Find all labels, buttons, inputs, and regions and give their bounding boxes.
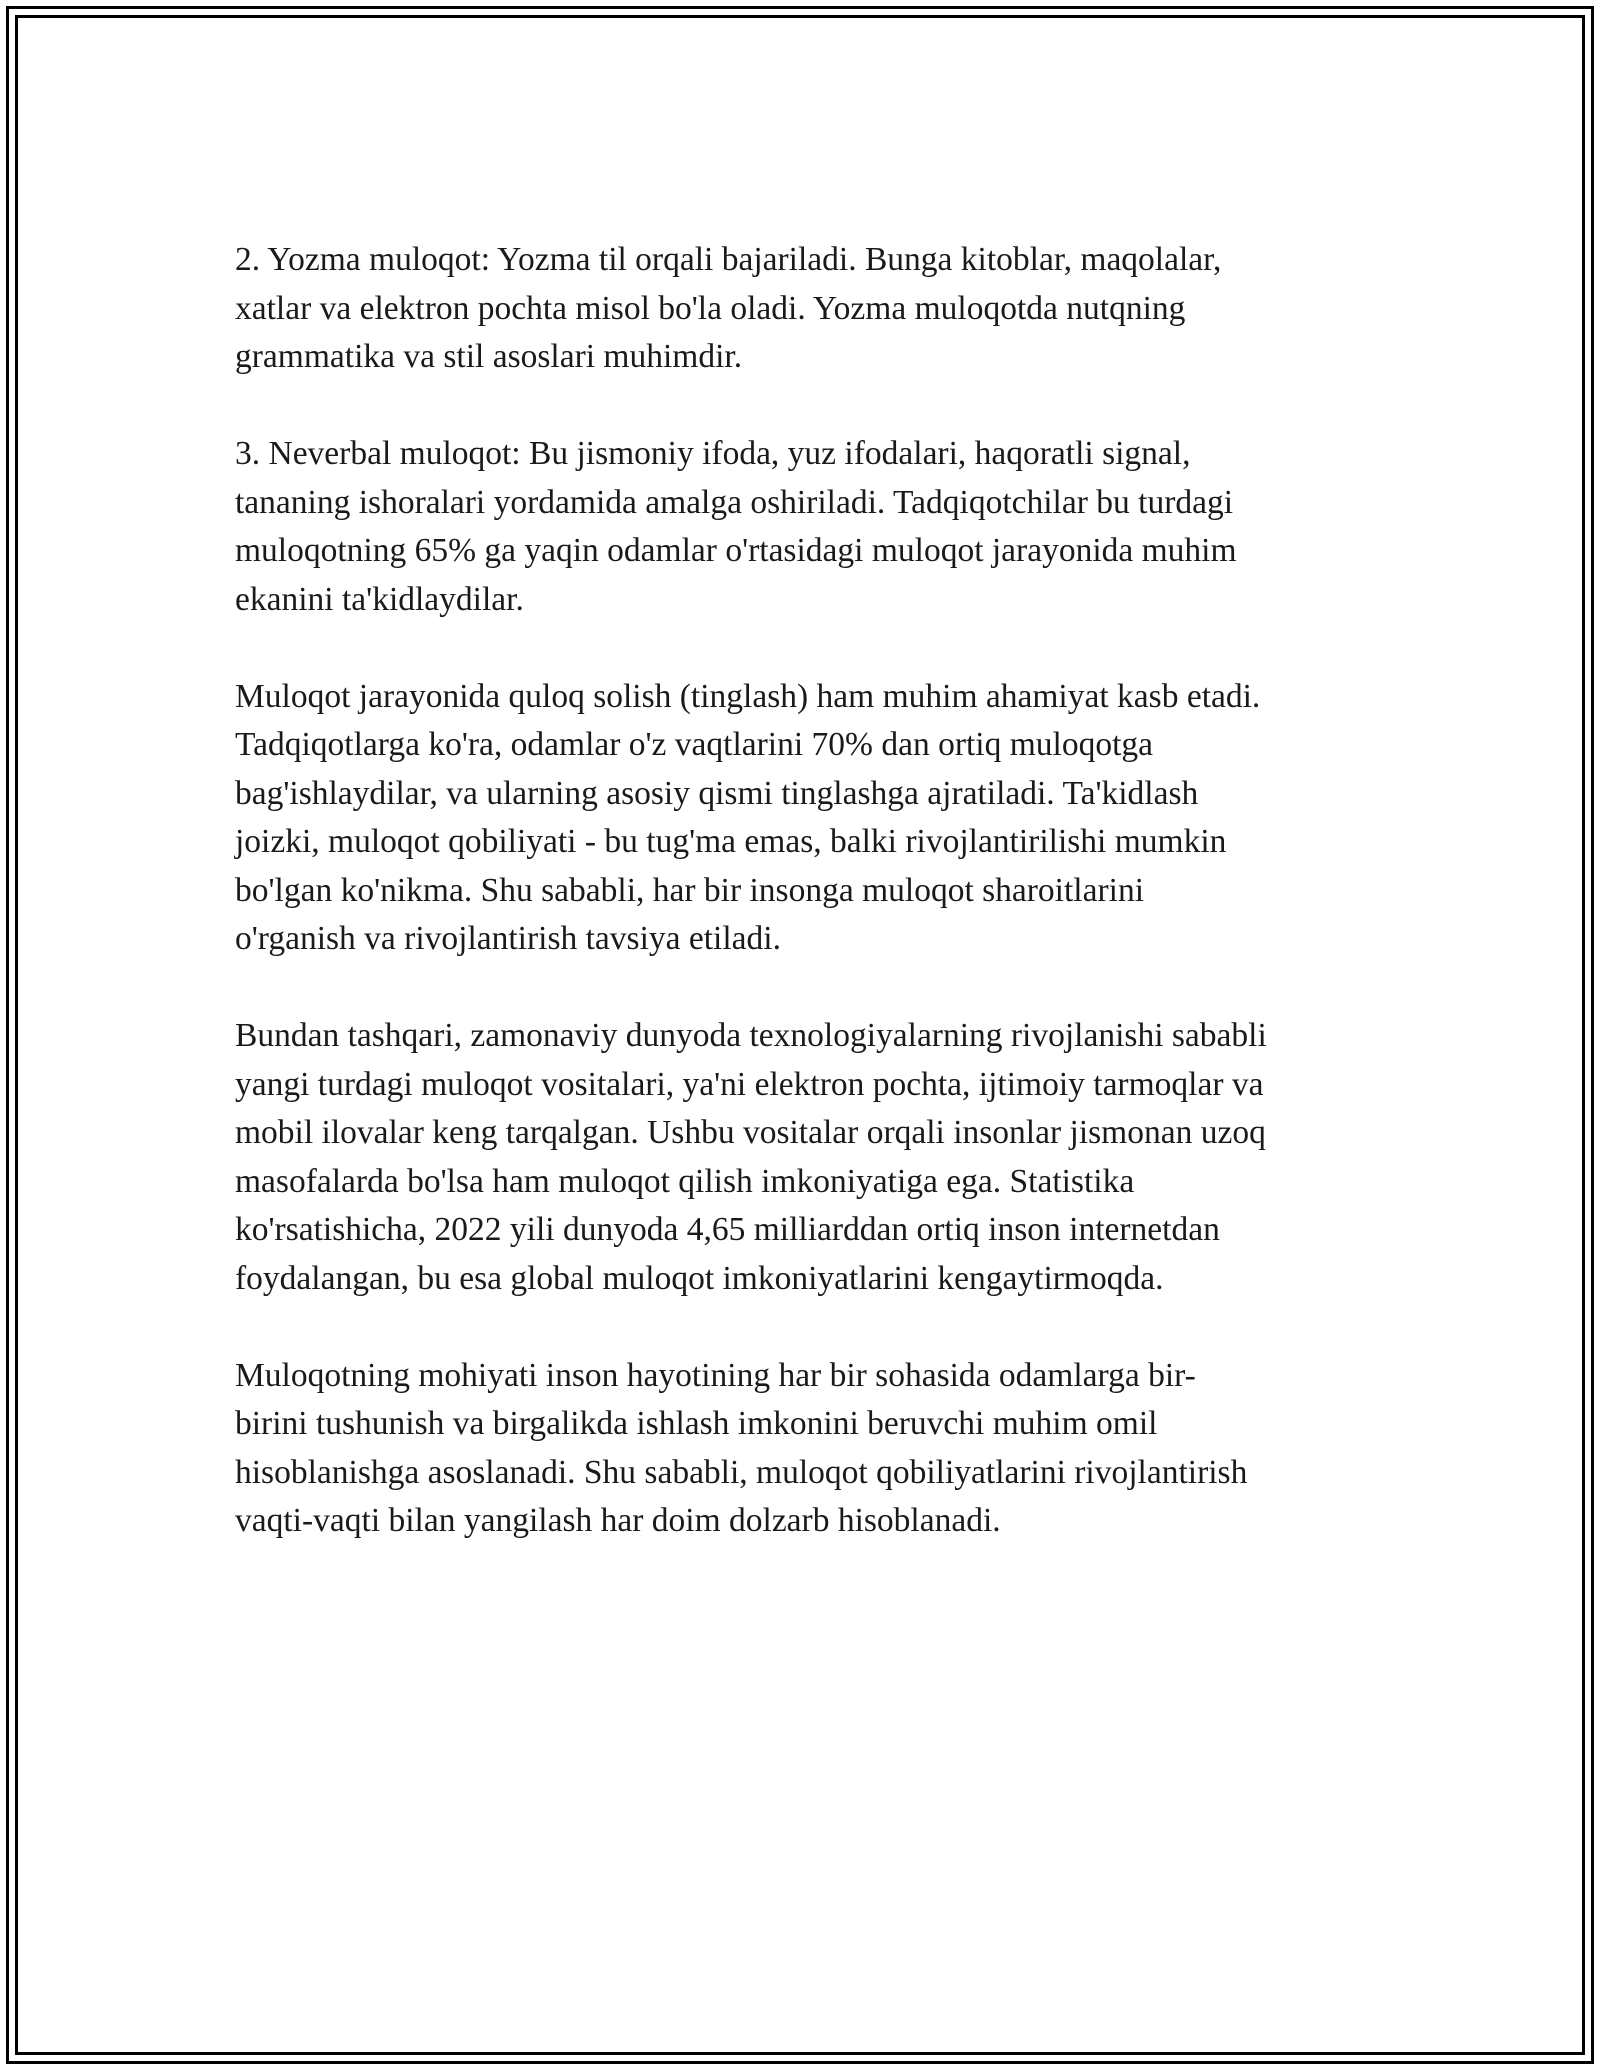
paragraph-technology: Bundan tashqari, zamonaviy dunyoda texnologiyalarning rivojlanishi sababli yangi turdagi muloqot vositalari, ya'ni elektron pochta, ijtimoiy tarmoqlar va mobil ilovalar keng tarqalgan. Ushbu vositalar orqali insonlar jismonan uzoq masofalarda bo'lsa ham muloqot qilish imkoniyatiga ega. Statistika ko'rsatishicha, 2022 yili dunyoda 4,65 milliarddan ortiq inson internetdan foydalangan, bu esa global muloqot imkoniyatlarini kengaytirmoqda. [235,1017,1267,1297]
paragraph-written-communication: 2. Yozma muloqot: Yozma til orqali bajariladi. Bunga kitoblar, maqolalar, xatlar va elektron pochta misol bo'la oladi. Yozma muloqotda nutqning grammatika va stil asoslari muhimdir. [235,241,1222,375]
paragraph-conclusion: Muloqotning mohiyati inson hayotining har bir sohasida odamlarga bir- birini tushunish va birgalikda ishlash imkonini beruvchi muhim omil hisoblanishga asoslanadi. Shu sababli, muloqot qobiliyatlarini rivojlantirish vaqti-vaqti bilan yangilash har doim dolzarb hisoblanadi. [235,1356,1248,1539]
paragraph-listening: Muloqot jarayonida quloq solish (tinglash) ham muhim ahamiyat kasb etadi. Tadqiqotlarga ko'ra, odamlar o'z vaqtlarini 70% dan ortiq muloqotga bag'ishlaydilar, va ularning asosiy qismi tinglashga ajratiladi. Ta'kidlash joizki, muloqot qobiliyati - bu tug'ma emas, balki rivojlantirilishi mumkin bo'lgan ko'nikma. Shu sababli, har bir insonga muloqot sharoitlarini o'rganish va rivojlantirish tavsiya etiladi. [235,677,1261,957]
document-body [235,236,1375,1594]
paragraph-nonverbal-communication: 3. Neverbal muloqot: Bu jismoniy ifoda, yuz ifodalari, haqoratli signal, tananing ishoralari yordamida amalga oshiriladi. Tadqiqotchilar bu turdagi muloqotning 65% ga yaqin odamlar o'rtasidagi muloqot jarayonida muhim ekanini ta'kidlaydilar. [235,435,1237,618]
